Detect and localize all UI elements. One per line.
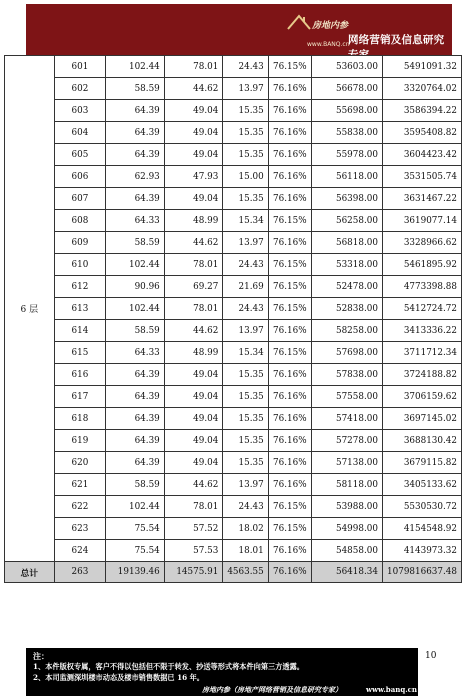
value-cell: 4773398.88 (382, 276, 461, 298)
room-number-cell: 615 (54, 342, 106, 364)
value-cell: 15.35 (223, 386, 268, 408)
table-row (5, 56, 462, 78)
table-row (5, 232, 462, 254)
room-number-cell: 616 (54, 364, 106, 386)
value-cell: 76.16% (268, 166, 311, 188)
value-cell: 21.69 (223, 276, 268, 298)
table-row (5, 320, 462, 342)
table-row (5, 518, 462, 540)
value-cell: 78.01 (164, 496, 223, 518)
value-cell: 58.59 (106, 474, 165, 496)
room-number-cell: 613 (54, 298, 106, 320)
room-number-cell: 618 (54, 408, 106, 430)
table-row (5, 188, 462, 210)
table-row (5, 540, 462, 562)
value-cell: 44.62 (164, 78, 223, 100)
table-row (5, 144, 462, 166)
value-cell: 57558.00 (311, 386, 382, 408)
house-roof-icon (287, 14, 311, 30)
value-cell: 64.33 (106, 210, 165, 232)
total-value-cell: 4563.55 (223, 562, 268, 583)
value-cell: 64.39 (106, 386, 165, 408)
table-row (5, 122, 462, 144)
logo-name: 房地内参 (312, 21, 349, 31)
value-cell: 57.53 (164, 540, 223, 562)
value-cell: 24.43 (223, 298, 268, 320)
value-cell: 47.93 (164, 166, 223, 188)
room-number-cell: 609 (54, 232, 106, 254)
value-cell: 15.35 (223, 122, 268, 144)
room-number-cell: 606 (54, 166, 106, 188)
total-row (5, 562, 462, 583)
value-cell: 49.04 (164, 408, 223, 430)
value-cell: 15.00 (223, 166, 268, 188)
value-cell: 57.52 (164, 518, 223, 540)
value-cell: 102.44 (106, 298, 165, 320)
value-cell: 15.34 (223, 342, 268, 364)
value-cell: 56398.00 (311, 188, 382, 210)
value-cell: 49.04 (164, 364, 223, 386)
value-cell: 76.15% (268, 276, 311, 298)
value-cell: 24.43 (223, 254, 268, 276)
value-cell: 55978.00 (311, 144, 382, 166)
value-cell: 49.04 (164, 188, 223, 210)
value-cell: 55838.00 (311, 122, 382, 144)
table-row (5, 386, 462, 408)
value-cell: 3706159.62 (382, 386, 461, 408)
room-number-cell: 621 (54, 474, 106, 496)
value-cell: 5412724.72 (382, 298, 461, 320)
value-cell: 3688130.42 (382, 430, 461, 452)
value-cell: 24.43 (223, 56, 268, 78)
value-cell: 76.15% (268, 210, 311, 232)
value-cell: 3320764.02 (382, 78, 461, 100)
page-number: 10 (425, 651, 437, 661)
value-cell: 3724188.82 (382, 364, 461, 386)
value-cell: 64.39 (106, 122, 165, 144)
value-cell: 76.15% (268, 56, 311, 78)
value-cell: 76.16% (268, 364, 311, 386)
value-cell: 57418.00 (311, 408, 382, 430)
room-number-cell: 623 (54, 518, 106, 540)
value-cell: 76.15% (268, 342, 311, 364)
value-cell: 76.15% (268, 254, 311, 276)
total-value-cell: 14575.91 (164, 562, 223, 583)
value-cell: 15.35 (223, 364, 268, 386)
room-number-cell: 619 (54, 430, 106, 452)
note-1: 1、本件版权专属，客户不得以包括但不限于转发、抄送等形式将本件向第三方透露。 (33, 662, 304, 671)
value-cell: 76.16% (268, 474, 311, 496)
value-cell: 3697145.02 (382, 408, 461, 430)
table-row (5, 430, 462, 452)
value-cell: 69.27 (164, 276, 223, 298)
value-cell: 64.39 (106, 430, 165, 452)
table-row (5, 100, 462, 122)
value-cell: 78.01 (164, 56, 223, 78)
value-cell: 4154548.92 (382, 518, 461, 540)
value-cell: 13.97 (223, 320, 268, 342)
value-cell: 76.16% (268, 408, 311, 430)
value-cell: 13.97 (223, 474, 268, 496)
value-cell: 3679115.82 (382, 452, 461, 474)
table-row (5, 364, 462, 386)
value-cell: 54998.00 (311, 518, 382, 540)
header-title: 网络营销及信息研究专家 (348, 34, 445, 61)
total-value-cell: 1079816637.48 (382, 562, 461, 583)
value-cell: 102.44 (106, 254, 165, 276)
table-row (5, 210, 462, 232)
value-cell: 3405133.62 (382, 474, 461, 496)
value-cell: 64.39 (106, 188, 165, 210)
header-banner (26, 4, 452, 61)
value-cell: 3619077.14 (382, 210, 461, 232)
table-body (5, 56, 462, 583)
table-row (5, 254, 462, 276)
note-title: 注： (33, 651, 49, 661)
value-cell: 58.59 (106, 78, 165, 100)
room-number-cell: 608 (54, 210, 106, 232)
logo-url: www.BANQ.cn (307, 41, 350, 48)
value-cell: 18.02 (223, 518, 268, 540)
room-number-cell: 622 (54, 496, 106, 518)
value-cell: 64.39 (106, 144, 165, 166)
table-row (5, 452, 462, 474)
value-cell: 15.35 (223, 430, 268, 452)
value-cell: 62.93 (106, 166, 165, 188)
value-cell: 57278.00 (311, 430, 382, 452)
value-cell: 78.01 (164, 298, 223, 320)
table-row (5, 276, 462, 298)
value-cell: 56818.00 (311, 232, 382, 254)
value-cell: 49.04 (164, 386, 223, 408)
value-cell: 57698.00 (311, 342, 382, 364)
value-cell: 64.39 (106, 364, 165, 386)
value-cell: 102.44 (106, 56, 165, 78)
value-cell: 76.16% (268, 430, 311, 452)
value-cell: 76.16% (268, 540, 311, 562)
value-cell: 76.15% (268, 496, 311, 518)
value-cell: 64.39 (106, 100, 165, 122)
value-cell: 15.34 (223, 210, 268, 232)
value-cell: 54858.00 (311, 540, 382, 562)
value-cell: 48.99 (164, 342, 223, 364)
room-number-cell: 620 (54, 452, 106, 474)
value-cell: 57138.00 (311, 452, 382, 474)
value-cell: 76.16% (268, 452, 311, 474)
value-cell: 53603.00 (311, 56, 382, 78)
value-cell: 58.59 (106, 232, 165, 254)
table-row (5, 342, 462, 364)
total-label: 总计 (5, 562, 55, 583)
value-cell: 44.62 (164, 320, 223, 342)
value-cell: 64.39 (106, 408, 165, 430)
value-cell: 24.43 (223, 496, 268, 518)
value-cell: 44.62 (164, 474, 223, 496)
room-number-cell: 604 (54, 122, 106, 144)
value-cell: 58118.00 (311, 474, 382, 496)
value-cell: 3631467.22 (382, 188, 461, 210)
value-cell: 13.97 (223, 78, 268, 100)
value-cell: 56118.00 (311, 166, 382, 188)
value-cell: 90.96 (106, 276, 165, 298)
table-row (5, 298, 462, 320)
value-cell: 64.39 (106, 452, 165, 474)
value-cell: 3604423.42 (382, 144, 461, 166)
table-row (5, 408, 462, 430)
footer-brand: 房地内参（房地产网络营销及信息研究专家） (202, 685, 342, 694)
value-cell: 58.59 (106, 320, 165, 342)
value-cell: 44.62 (164, 232, 223, 254)
value-cell: 48.99 (164, 210, 223, 232)
room-number-cell: 612 (54, 276, 106, 298)
value-cell: 4143973.32 (382, 540, 461, 562)
value-cell: 52478.00 (311, 276, 382, 298)
table-row (5, 166, 462, 188)
room-number-cell: 601 (54, 56, 106, 78)
value-cell: 53318.00 (311, 254, 382, 276)
value-cell: 3595408.82 (382, 122, 461, 144)
table-row (5, 496, 462, 518)
value-cell: 52838.00 (311, 298, 382, 320)
table-row (5, 78, 462, 100)
room-number-cell: 624 (54, 540, 106, 562)
total-value-cell: 76.16% (268, 562, 311, 583)
room-number-cell: 614 (54, 320, 106, 342)
value-cell: 49.04 (164, 122, 223, 144)
value-cell: 3711712.34 (382, 342, 461, 364)
total-value-cell: 19139.46 (106, 562, 165, 583)
value-cell: 58258.00 (311, 320, 382, 342)
value-cell: 49.04 (164, 430, 223, 452)
value-cell: 15.35 (223, 144, 268, 166)
value-cell: 76.16% (268, 320, 311, 342)
value-cell: 76.16% (268, 144, 311, 166)
value-cell: 55698.00 (311, 100, 382, 122)
value-cell: 3586394.22 (382, 100, 461, 122)
note-2: 2、本司监测深圳楼市动态及楼市销售数据已 16 年。 (33, 673, 204, 682)
value-cell: 3413336.22 (382, 320, 461, 342)
room-number-cell: 605 (54, 144, 106, 166)
room-number-cell: 603 (54, 100, 106, 122)
footer-url: www.banq.cn (366, 685, 418, 694)
value-cell: 13.97 (223, 232, 268, 254)
value-cell: 64.33 (106, 342, 165, 364)
value-cell: 53988.00 (311, 496, 382, 518)
value-cell: 57838.00 (311, 364, 382, 386)
floor-label: 6 层 (5, 56, 55, 562)
value-cell: 75.54 (106, 518, 165, 540)
value-cell: 18.01 (223, 540, 268, 562)
value-cell: 5530530.72 (382, 496, 461, 518)
value-cell: 78.01 (164, 254, 223, 276)
value-cell: 75.54 (106, 540, 165, 562)
value-cell: 76.16% (268, 78, 311, 100)
unit-price-table (4, 55, 462, 583)
value-cell: 49.04 (164, 144, 223, 166)
value-cell: 102.44 (106, 496, 165, 518)
value-cell: 76.16% (268, 386, 311, 408)
value-cell: 15.35 (223, 188, 268, 210)
value-cell: 15.35 (223, 100, 268, 122)
value-cell: 15.35 (223, 452, 268, 474)
value-cell: 76.15% (268, 518, 311, 540)
value-cell: 56258.00 (311, 210, 382, 232)
value-cell: 15.35 (223, 408, 268, 430)
table-row (5, 474, 462, 496)
room-number-cell: 602 (54, 78, 106, 100)
value-cell: 5491091.32 (382, 56, 461, 78)
room-number-cell: 617 (54, 386, 106, 408)
value-cell: 3531505.74 (382, 166, 461, 188)
value-cell: 5461895.92 (382, 254, 461, 276)
value-cell: 3328966.62 (382, 232, 461, 254)
value-cell: 49.04 (164, 452, 223, 474)
room-number-cell: 607 (54, 188, 106, 210)
value-cell: 76.16% (268, 122, 311, 144)
value-cell: 76.16% (268, 188, 311, 210)
room-number-cell: 610 (54, 254, 106, 276)
footer-notes (26, 648, 418, 696)
total-value-cell: 56418.34 (311, 562, 382, 583)
total-value-cell: 263 (54, 562, 106, 583)
value-cell: 76.15% (268, 298, 311, 320)
value-cell: 49.04 (164, 100, 223, 122)
value-cell: 76.16% (268, 232, 311, 254)
value-cell: 76.16% (268, 100, 311, 122)
value-cell: 56678.00 (311, 78, 382, 100)
